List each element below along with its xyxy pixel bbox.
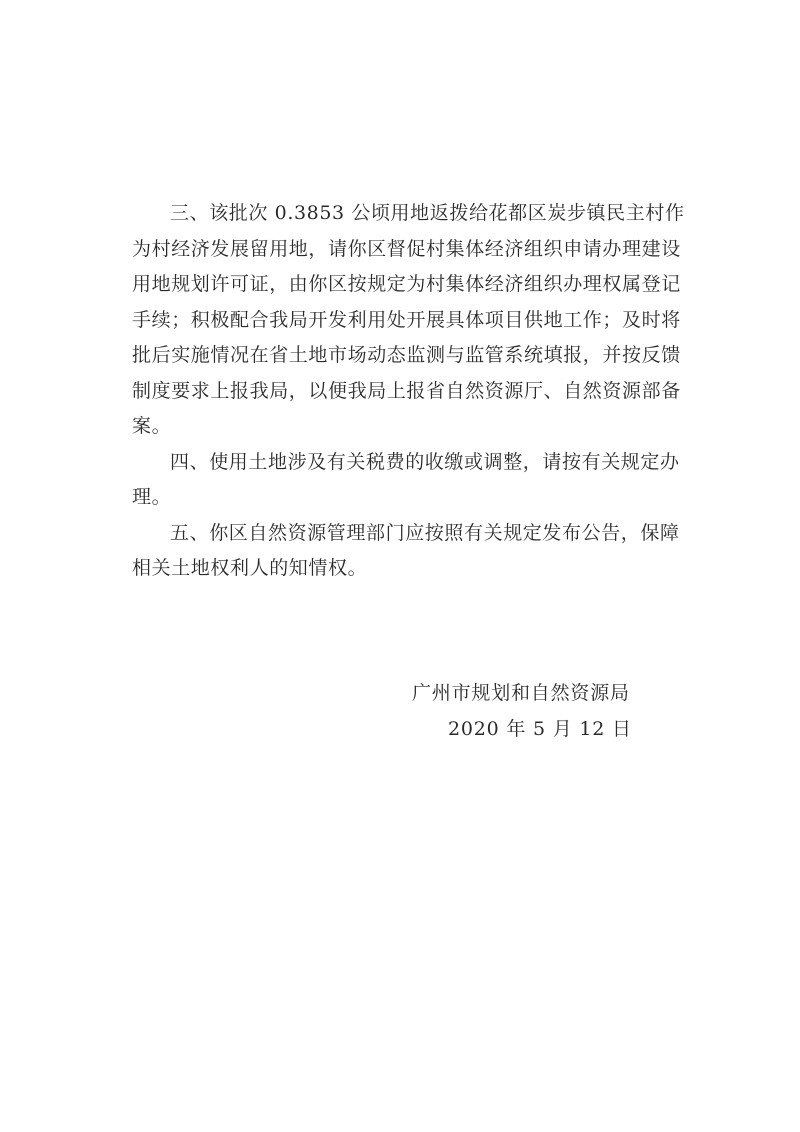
paragraph-public-notice <box>132 516 680 587</box>
paragraph-line: 手续；积极配合我局开发利用处开展具体项目供地工作；及时将 <box>132 308 681 331</box>
document-body <box>132 196 685 587</box>
paragraph-line: 三、该批次 0.3853 公顷用地返拨给花都区炭步镇民主村作 <box>170 202 685 224</box>
issue-date: 2020 年 5 月 12 日 <box>448 718 632 740</box>
paragraph-line: 五、你区自然资源管理部门应按照有关规定发布公告，保障 <box>170 521 680 544</box>
paragraph-line: 相关土地权利人的知情权。 <box>132 557 368 579</box>
paragraph-line: 理。 <box>132 486 172 508</box>
paragraph-line: 批后实施情况在省土地市场动态监测与监管系统填报，并按反馈 <box>132 344 681 366</box>
paragraph-line: 四、使用土地涉及有关税费的收缴或调整，请按有关规定办 <box>170 450 680 473</box>
paragraph-line: 案。 <box>132 415 172 437</box>
paragraph-line: 制度要求上报我局，以便我局上报省自然资源厅、自然资源部备 <box>132 379 681 402</box>
paragraph-taxes-fees <box>132 445 680 516</box>
signature-block <box>412 675 652 747</box>
paragraph-land-return <box>132 196 685 445</box>
issuing-organization: 广州市规划和自然资源局 <box>412 682 630 704</box>
paragraph-line: 为村经济发展留用地，请你区督促村集体经济组织申请办理建设 <box>132 237 681 260</box>
paragraph-line: 用地规划许可证，由你区按规定为村集体经济组织办理权属登记 <box>132 273 681 295</box>
